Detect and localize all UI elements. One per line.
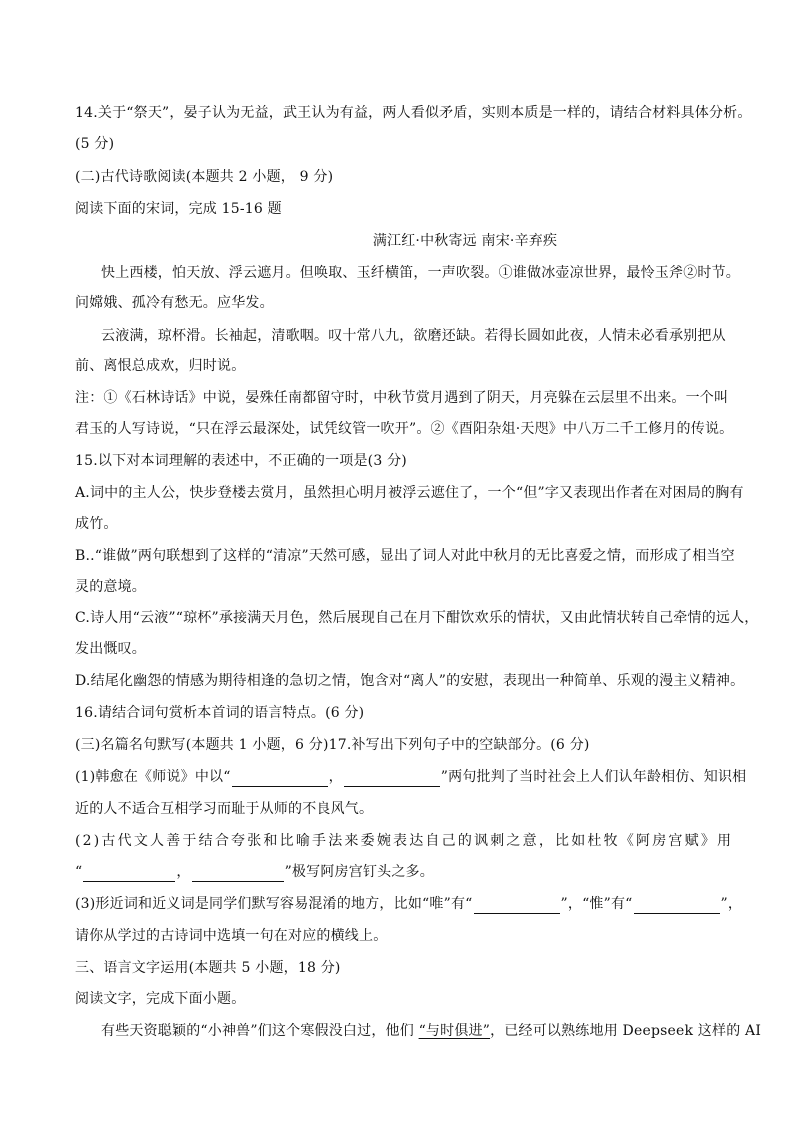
q16-stem: 16.请结合词句赏析本首词的语言特点。(6 分): [75, 705, 365, 721]
answer-blank-1b[interactable]: [344, 772, 440, 787]
q15-option-b-line-2: 灵的意境。: [75, 579, 146, 595]
dictation-item-1-line-1: [75, 767, 747, 787]
dictation-item-3-middle: ”，“惟”有“: [560, 896, 633, 912]
dictation-item-3-line-2: 请你从学过的古诗词中选填一句在对应的横线上。: [75, 928, 388, 944]
dictation-item-2-suffix: ”极写阿房宫钉头之多。: [284, 864, 434, 880]
language-instruction: 阅读文字，完成下面小题。: [75, 991, 246, 1007]
q15-option-c-line-1: C.诗人用“云液”“琼杯”承接满天月色，然后展现自己在月下酣饮欢乐的情状，又由此情状转自己牵情的远人，: [75, 610, 759, 626]
dictation-item-3-prefix: (3)形近词和近义词是同学们默写容易混淆的地方，比如“唯”有“: [75, 896, 473, 912]
answer-blank-3b[interactable]: [634, 899, 720, 914]
poem-note-line-2: 君玉的人写诗说，“只在浮云最深处，试凭纹管一吹开”。②《酉阳杂俎·天咫》中八万二千工修月的传说。: [75, 421, 734, 437]
poem-note-line-1: 注：①《石林诗话》中说，晏殊任南都留守时，中秋节赏月遇到了阴天，月亮躲在云层里不出来。一个叫: [75, 390, 729, 406]
q15-option-a-line-1: A.词中的主人公，快步登楼去赏月，虽然担心明月被浮云遮住了，一个“但”字又表现出作者在对困局的胸有: [75, 485, 744, 501]
q14-line-1: 14.关于“祭天”，晏子认为无益，武王认为有益，两人看似矛盾，实则本质是一样的，请结合材料具体分析。: [75, 105, 752, 121]
answer-blank-1a[interactable]: [232, 772, 328, 787]
poetry-instruction: 阅读下面的宋词，完成 15-16 题: [75, 201, 282, 217]
q15-option-d-line-1: D.结尾化幽怨的情感为期待相逢的急切之情，饱含对“离人”的安慰，表现出一种简单、乐观的漫主义精神。: [75, 673, 745, 689]
reading-paragraph-line-1: [101, 1021, 762, 1041]
section-language-heading: 三、语言文字运用(本题共 5 小题，18 分): [75, 960, 341, 976]
answer-blank-3a[interactable]: [474, 899, 560, 914]
dictation-item-2-line-2: [75, 862, 735, 882]
q15-option-b-line-1: B..“谁做”两句联想到了这样的“清凉”天然可感，显出了词人对此中秋月的无比喜爱之情，而形成了相当空: [75, 548, 735, 564]
dictation-item-1-line-2: 近的人不适合互相学习而耻于从师的不良风气。: [75, 801, 374, 817]
paragraph-prefix: 有些天资聪颖的“小神兽”们这个寒假没白过，他们: [101, 1023, 419, 1039]
dictation-item-2-comma: ，: [176, 864, 191, 880]
q15-option-a-line-2: 成竹。: [75, 516, 118, 532]
poem-stanza-1-line-1: 快上西楼，怕天放、浮云遮月。但唤取、玉纤横笛，一声吹裂。①谁做冰壶凉世界，最怜玉斧②时节。: [101, 265, 740, 281]
answer-blank-2a[interactable]: [83, 867, 175, 882]
section-poetry-heading: (二)古代诗歌阅读(本题共 2 小题， 9 分): [75, 169, 334, 185]
paragraph-suffix: ，已经可以熟练地用 Deepseek 这样的 AI: [490, 1023, 762, 1039]
dictation-item-3-suffix: ”，: [720, 896, 743, 912]
poem-stanza-1-line-2: 问嫦娥、孤冷有愁无。应华发。: [75, 295, 274, 311]
q15-option-c-line-2: 发出慨叹。: [75, 641, 146, 657]
dictation-item-1-prefix: (1)韩愈在《师说》中以“: [75, 769, 231, 785]
underlined-phrase: “与时俱进”: [418, 1023, 491, 1039]
poem-stanza-2-line-2: 前、离恨总成欢，归时说。: [75, 358, 246, 374]
dictation-item-3-line-1: [75, 894, 743, 914]
dictation-item-2-line-1: (2)古代文人善于结合夸张和比喻手法来委婉表达自己的讽刺之意，比如杜牧《阿房宫赋》用: [75, 833, 734, 849]
answer-blank-2b[interactable]: [192, 867, 284, 882]
dictation-item-1-comma: ，: [328, 769, 343, 785]
poem-title: 满江红·中秋寄远 南宋·辛弃疾: [372, 233, 558, 249]
q14-line-2: (5 分): [75, 136, 115, 152]
section-dictation-heading: (三)名篇名句默写(本题共 1 小题，6 分)17.补写出下列句子中的空缺部分。(6 分): [75, 737, 590, 753]
poem-stanza-2-line-1: 云液满，琼杯滑。长袖起，清歌咽。叹十常八九，欲磨还缺。若得长圆如此夜，人情未必看承别把从: [101, 328, 726, 344]
dictation-item-1-suffix: ”两句批判了当时社会上人们认年龄相仿、知识相: [440, 769, 747, 785]
q15-stem: 15.以下对本词理解的表述中，不正确的一项是(3 分): [75, 453, 407, 469]
dictation-item-2-prefix: “: [75, 864, 83, 880]
